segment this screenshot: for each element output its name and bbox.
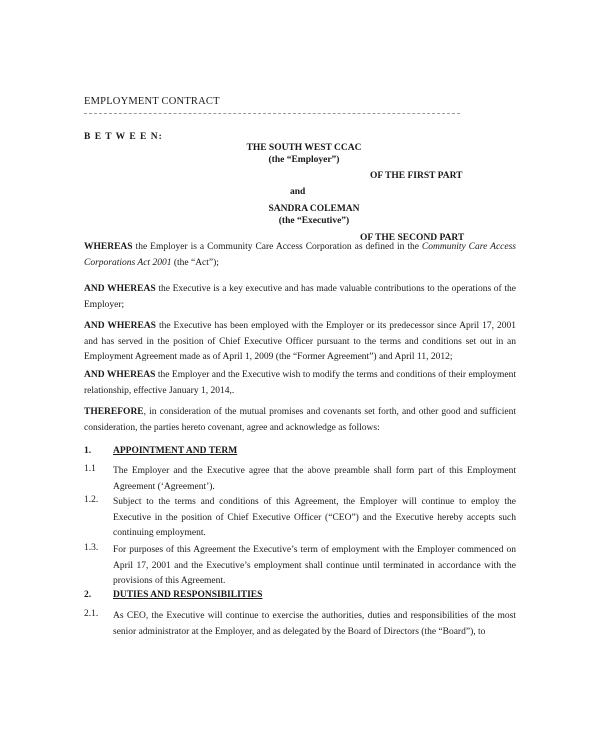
recital-2 [84, 282, 516, 313]
document-title: EMPLOYMENT CONTRACT [84, 96, 220, 107]
recital-4-lead: AND WHEREAS [84, 370, 156, 380]
recital-4-text: the Employer and the Executive wish to modify the terms and conditions of their employment relationship, effective January 1, 2014,. [84, 370, 516, 396]
section-1-title: APPOINTMENT AND TERM [113, 446, 238, 456]
title-divider [84, 113, 460, 114]
recital-5-lead: THEREFORE [84, 407, 144, 417]
recital-1-act-name: Community Care Access Corporations Act 2001 [84, 242, 516, 268]
recital-1-text: the Employer is a Community Care Access Corporation as defined in the [132, 242, 422, 252]
and-word: and [290, 187, 306, 197]
clause-1-1-number: 1.1 [84, 464, 96, 474]
section-2-number: 2. [84, 590, 92, 600]
party1-role: OF THE FIRST PART [370, 171, 463, 181]
party2-name: SANDRA COLEMAN [268, 204, 360, 214]
recital-3-lead: AND WHEREAS [84, 321, 156, 331]
party2-alias: (the “Executive”) [278, 216, 350, 226]
recital-5-text: , in consideration of the mutual promises and covenants set forth, and other good and sufficient consideration, the parties hereto covenant, agree and acknowledge as follows: [84, 407, 516, 433]
party2-role: OF THE SECOND PART [360, 233, 465, 243]
recital-2-lead: AND WHEREAS [84, 284, 156, 294]
recital-4 [84, 368, 516, 399]
clause-2-1-text: As CEO, the Executive will continue to exercise the authorities, duties and responsibilities of the most senior administrator at the Employer, and as delegated by the Board of Directors (the “Board”), to [113, 611, 516, 637]
recital-1 [84, 240, 516, 271]
recital-3 [84, 319, 516, 366]
clause-1-3-number: 1.3. [84, 543, 99, 553]
recital-2-text: the Executive is a key executive and has made valuable contributions to the operations of the Employer; [84, 284, 516, 310]
party1-name: THE SOUTH WEST CCAC [246, 143, 362, 153]
recital-3-text: the Executive has been employed with the Employer or its predecessor since April 17, 2001 and has served in the position of Chief Executive Officer pursuant to the terms and conditions set out in an Employment Agreement made as of April 1, 2009 (the “Former Agreement”) and April 11, 2012; [84, 321, 516, 362]
party1-alias: (the “Employer”) [268, 155, 340, 165]
recital-5 [84, 405, 516, 436]
clause-1-1-text: The Employer and the Executive agree that the above preamble shall form part of this Employment Agreement (‘Agreement’). [113, 466, 516, 492]
recital-1-lead: WHEREAS [84, 242, 133, 252]
between-heading: B E T W E E N: [84, 132, 163, 142]
section-2-title: DUTIES AND RESPONSIBILITIES [113, 590, 263, 600]
section-1-number: 1. [84, 446, 92, 456]
clause-1-2-number: 1.2. [84, 495, 99, 505]
recital-1-tail: (the “Act”); [171, 257, 219, 268]
clause-2-1-number: 2.1. [84, 609, 99, 619]
clause-1-3-text: For purposes of this Agreement the Executive’s term of employment with the Employer commenced on April 17, 2001 and the Executive’s employment shall continue until terminated in accordance with the provisions of this Agreement. [113, 545, 516, 586]
clause-1-2-text: Subject to the terms and conditions of this Agreement, the Employer will continue to employ the Executive in the position of Chief Executive Officer (“CEO”) and the Executive hereby accepts such continuing employment. [113, 497, 516, 538]
